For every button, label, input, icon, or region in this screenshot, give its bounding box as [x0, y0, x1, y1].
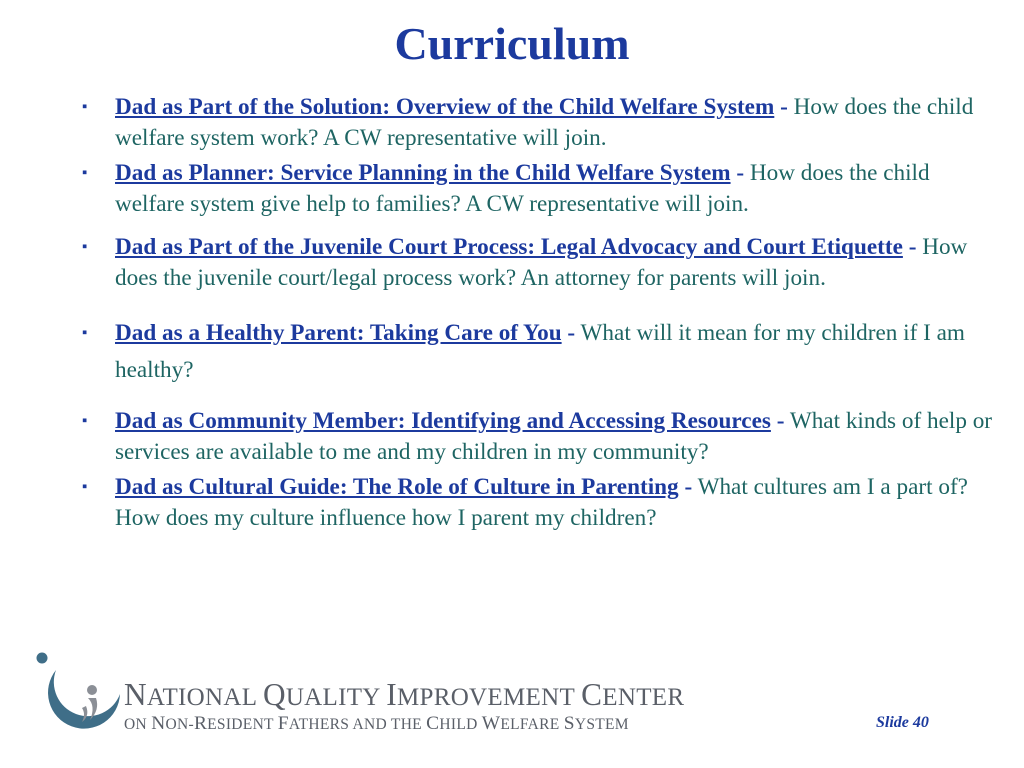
bullet-icon: ▪: [82, 479, 88, 495]
org-word: ELFARE: [500, 716, 560, 733]
bullet-icon: ▪: [82, 165, 88, 181]
org-initial: R: [193, 713, 208, 734]
org-initial: W: [481, 713, 501, 734]
item-separator: -: [776, 408, 785, 434]
item-separator: -: [736, 160, 745, 186]
org-word: MPROVEMENT: [397, 684, 575, 711]
org-initial: N: [124, 677, 147, 712]
item-heading: Dad as Part of the Solution: Overview of the Child Welfare System: [115, 94, 775, 120]
item-separator: -: [780, 94, 788, 120]
org-initial: C: [581, 677, 603, 712]
item-heading: Dad as a Healthy Parent: Taking Care of You: [115, 320, 562, 346]
curriculum-list: [82, 92, 994, 534]
organization-name: [124, 677, 685, 735]
org-initial: N: [151, 713, 166, 734]
org-word: ON: [165, 716, 189, 733]
slide-number: Slide 40: [876, 714, 929, 731]
item-separator: -: [567, 320, 576, 346]
bullet-icon: ▪: [82, 325, 88, 341]
organization-line1: [124, 677, 685, 712]
list-item: [82, 232, 994, 294]
list-item: [82, 92, 994, 154]
item-heading: Dad as Cultural Guide: The Role of Culture in Parenting: [115, 474, 679, 500]
item-description: What cultures am I a part of? How does my culture influence how I parent my children?: [115, 474, 968, 531]
item-description: What kinds of help or services are available to me and my children in my community?: [115, 408, 993, 465]
org-word: -: [188, 716, 194, 733]
list-item: [82, 158, 994, 220]
org-initial: I: [386, 677, 397, 712]
item-description: How does the child welfare system give help to families? A CW representative will join.: [115, 160, 930, 217]
org-word: ENTER: [602, 684, 685, 711]
item-heading: Dad as Community Member: Identifying and Accessing Resources: [115, 408, 771, 434]
item-description: How does the juvenile court/legal process work? An attorney for parents will join.: [115, 234, 968, 291]
bullet-icon: ▪: [82, 99, 88, 115]
org-word: UALITY: [285, 684, 380, 711]
item-description: How does the child welfare system work? A CW representative will join.: [115, 94, 974, 151]
item-separator: -: [684, 474, 693, 500]
list-item: [82, 406, 994, 468]
org-word: ESIDENT: [207, 716, 274, 733]
list-item: [82, 315, 994, 389]
org-initial: S: [563, 713, 575, 734]
organization-line2: [124, 714, 684, 735]
org-initial: F: [277, 713, 289, 734]
org-word: ATHERS: [288, 716, 350, 733]
list-item: [82, 472, 994, 534]
logo-figure-head: [87, 685, 97, 695]
org-word: THE: [390, 716, 422, 733]
org-word: AND: [352, 716, 388, 733]
bullet-icon: ▪: [82, 413, 88, 429]
page-title: Curriculum: [394, 18, 630, 69]
item-heading: Dad as Part of the Juvenile Court Process: Legal Advocacy and Court Etiquette: [115, 234, 903, 260]
org-initial: C: [426, 713, 440, 734]
item-separator: -: [908, 234, 917, 260]
logo-head-dot: [37, 653, 48, 664]
org-initial: Q: [262, 677, 286, 712]
org-word: ATIONAL: [146, 684, 257, 711]
bullet-icon: ▪: [82, 239, 88, 255]
org-word: ON: [124, 716, 147, 733]
org-word: HILD: [439, 716, 478, 733]
org-word: YSTEM: [574, 716, 629, 733]
item-description: What will it mean for my children if I am healthy?: [115, 320, 965, 383]
nqic-logo-icon: [30, 650, 126, 742]
item-heading: Dad as Planner: Service Planning in the Child Welfare System: [115, 160, 731, 186]
